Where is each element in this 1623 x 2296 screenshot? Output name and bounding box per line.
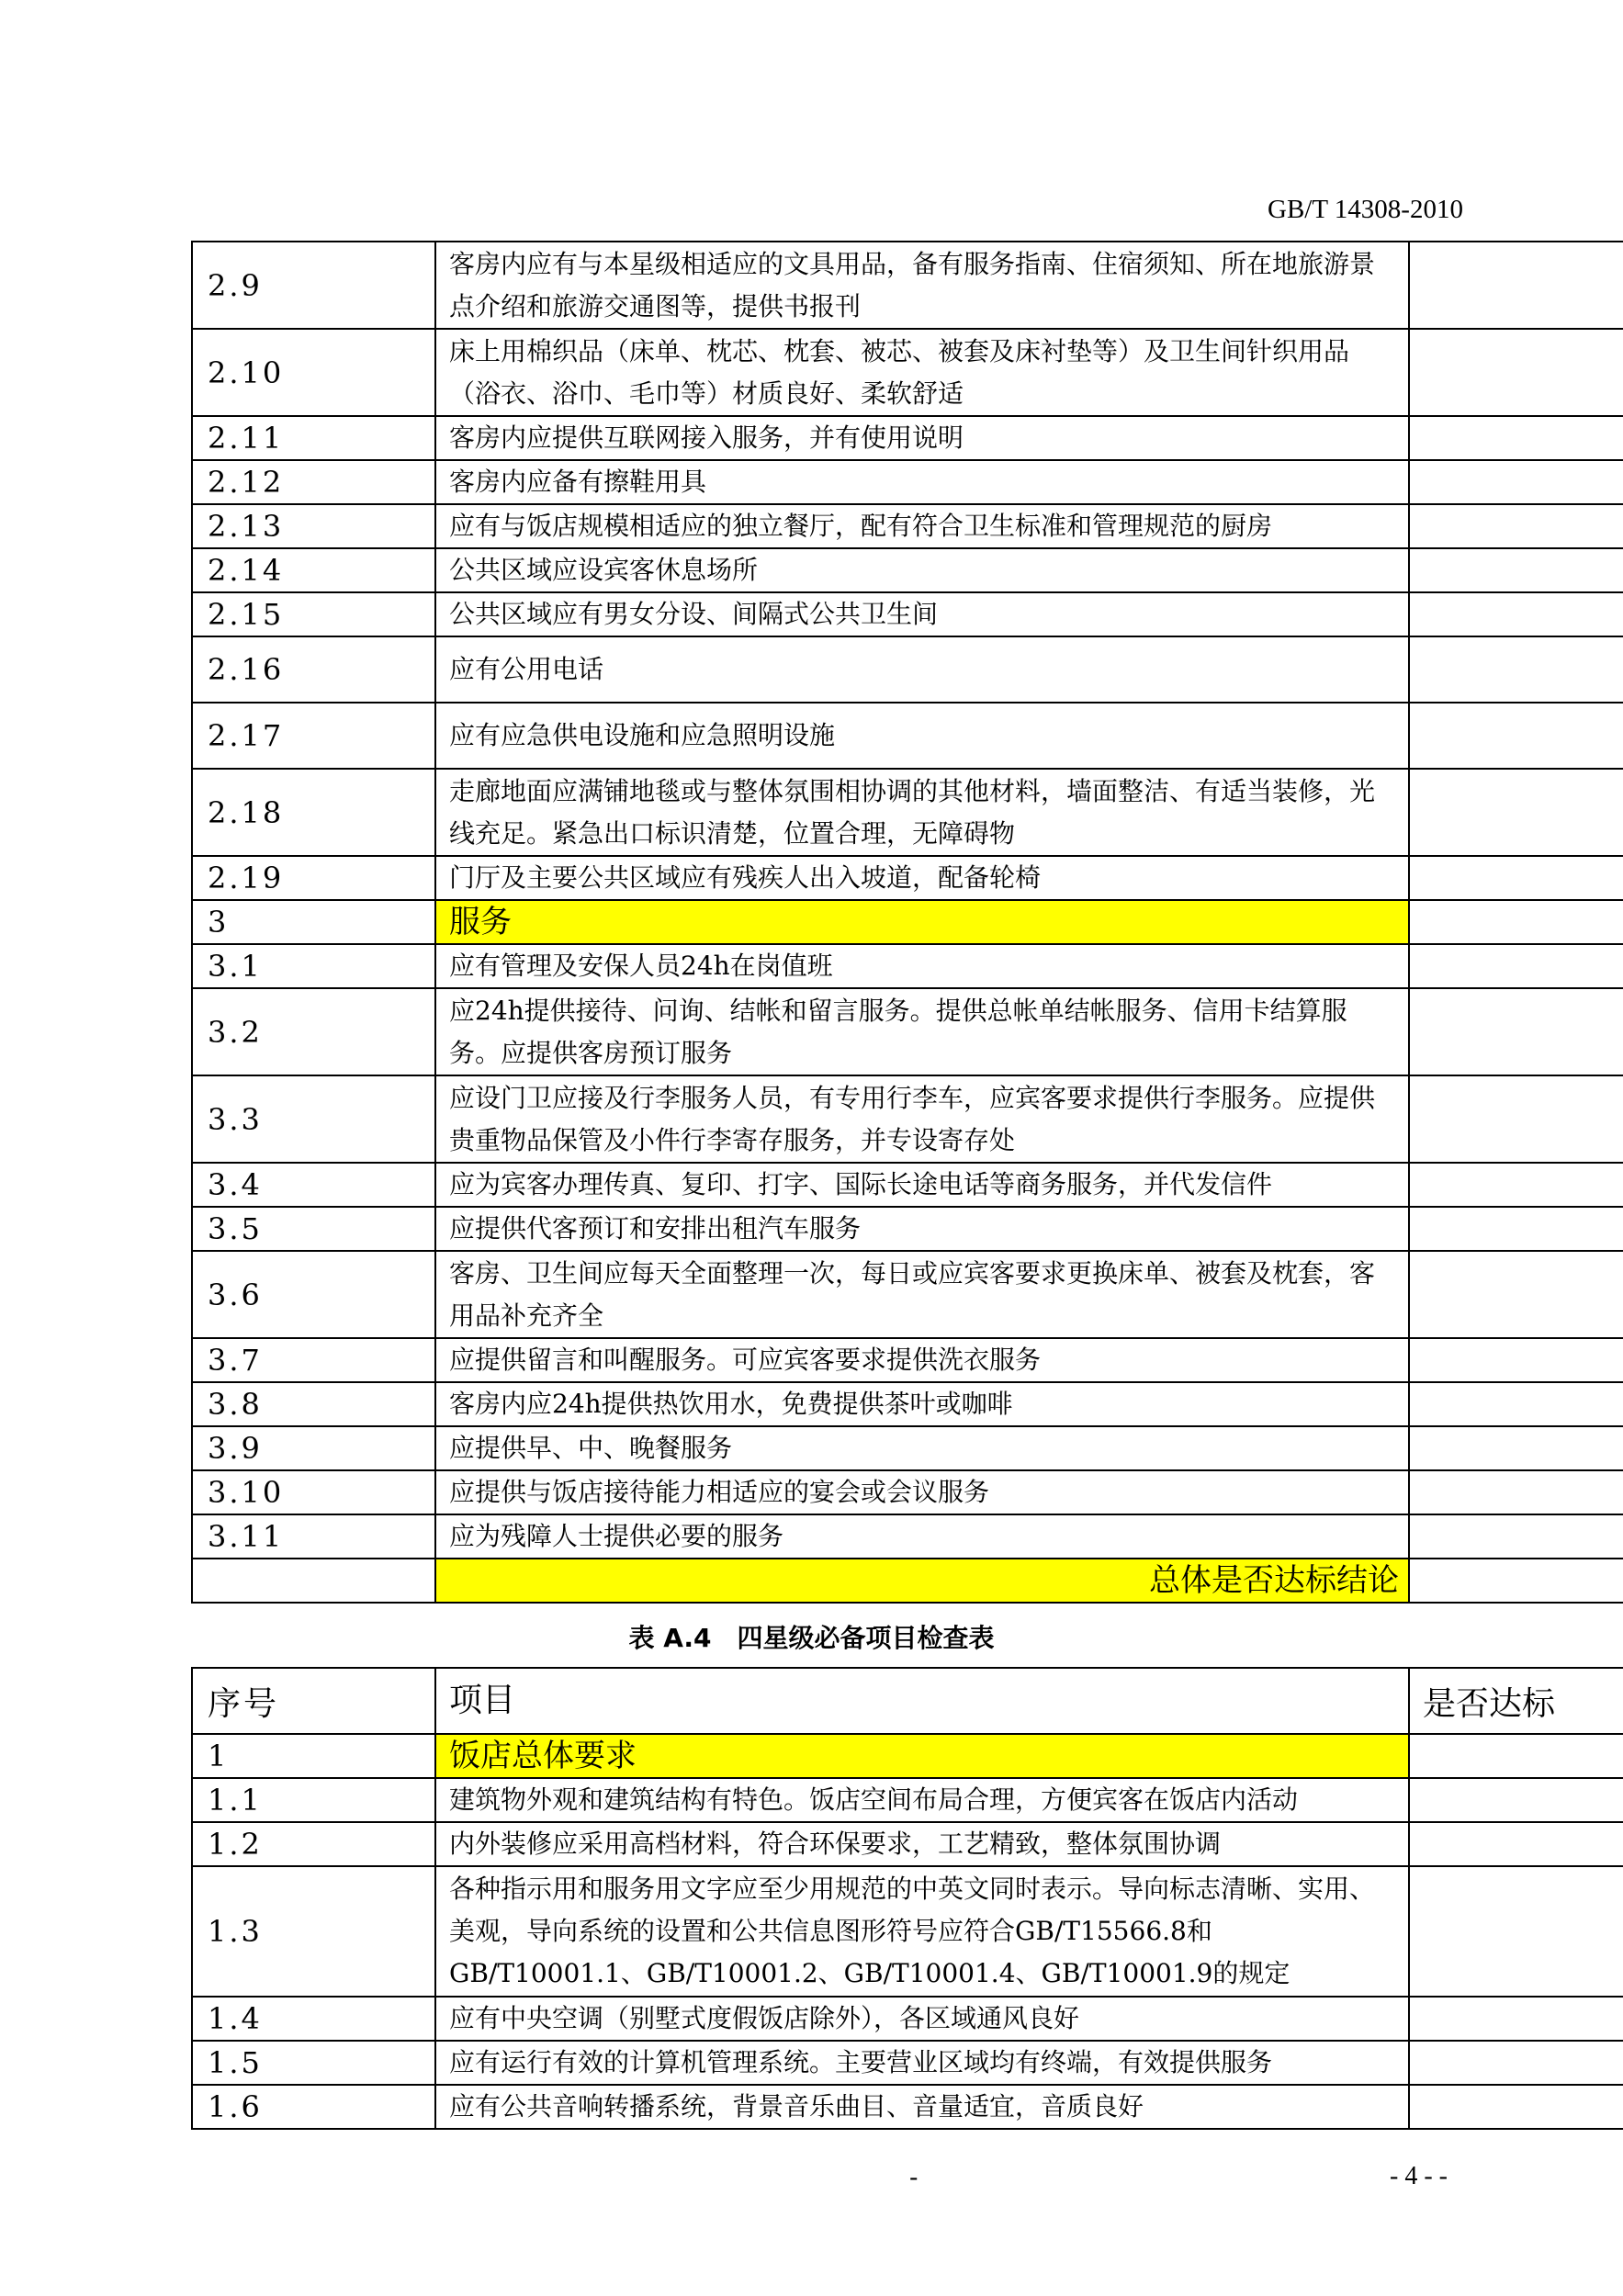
row-number: 3.4 bbox=[192, 1163, 435, 1207]
row-number: 2.13 bbox=[192, 504, 435, 548]
row-compliance bbox=[1409, 900, 1623, 944]
row-number: 3.6 bbox=[192, 1251, 435, 1338]
table-row bbox=[192, 769, 1623, 856]
row-compliance bbox=[1409, 1778, 1623, 1822]
row-compliance bbox=[1409, 703, 1623, 769]
row-number: 2.15 bbox=[192, 592, 435, 636]
row-item: 应有公共音响转播系统，背景音乐曲目、音量适宜，音质良好 bbox=[435, 2085, 1409, 2129]
table-row bbox=[192, 548, 1623, 592]
table-row bbox=[192, 1470, 1623, 1514]
table-row bbox=[192, 1382, 1623, 1426]
table-row bbox=[192, 504, 1623, 548]
row-item: 应有运行有效的计算机管理系统。主要营业区域均有终端，有效提供服务 bbox=[435, 2041, 1409, 2085]
row-item: 应有公用电话 bbox=[435, 636, 1409, 703]
row-compliance bbox=[1409, 242, 1623, 329]
row-item: 应设门卫应接及行李服务人员，有专用行李车，应宾客要求提供行李服务。应提供贵重物品保管及小件行李寄存服务，并专设寄存处 bbox=[435, 1075, 1409, 1163]
row-compliance bbox=[1409, 1470, 1623, 1514]
table-row bbox=[192, 416, 1623, 460]
header-number: 序号 bbox=[192, 1668, 435, 1734]
table-row bbox=[192, 242, 1623, 329]
section-row bbox=[192, 900, 1623, 944]
row-number: 3.7 bbox=[192, 1338, 435, 1382]
summary-label: 总体是否达标结论 bbox=[435, 1559, 1409, 1603]
row-item: 应有中央空调（别墅式度假饭店除外），各区域通风良好 bbox=[435, 1997, 1409, 2041]
row-number: 3.8 bbox=[192, 1382, 435, 1426]
row-number: 1 bbox=[192, 1734, 435, 1778]
section-row bbox=[192, 1734, 1623, 1778]
footer-dash: - bbox=[909, 2162, 919, 2192]
table-row bbox=[192, 460, 1623, 504]
row-compliance bbox=[1409, 2041, 1623, 2085]
row-compliance bbox=[1409, 1514, 1623, 1559]
row-number: 3.3 bbox=[192, 1075, 435, 1163]
row-item: 应有与饭店规模相适应的独立餐厅，配有符合卫生标准和管理规范的厨房 bbox=[435, 504, 1409, 548]
row-item: 应为残障人士提供必要的服务 bbox=[435, 1514, 1409, 1559]
row-number: 2.12 bbox=[192, 460, 435, 504]
row-item: 应有应急供电设施和应急照明设施 bbox=[435, 703, 1409, 769]
row-compliance bbox=[1409, 1207, 1623, 1251]
row-item: 客房内应有与本星级相适应的文具用品，备有服务指南、住宿须知、所在地旅游景点介绍和旅游交通图等，提供书报刊 bbox=[435, 242, 1409, 329]
row-compliance bbox=[1409, 416, 1623, 460]
row-item: 客房内应24h提供热饮用水，免费提供茶叶或咖啡 bbox=[435, 1382, 1409, 1426]
row-number: 1.3 bbox=[192, 1866, 435, 1997]
table-row bbox=[192, 1251, 1623, 1338]
row-number: 3 bbox=[192, 900, 435, 944]
row-number: 1.6 bbox=[192, 2085, 435, 2129]
row-number: 2.17 bbox=[192, 703, 435, 769]
row-compliance bbox=[1409, 548, 1623, 592]
standard-code: GB/T 14308-2010 bbox=[1268, 195, 1463, 224]
row-item: 应提供代客预订和安排出租汽车服务 bbox=[435, 1207, 1409, 1251]
row-compliance bbox=[1409, 856, 1623, 900]
row-compliance bbox=[1409, 1822, 1623, 1866]
table-row bbox=[192, 1866, 1623, 1997]
table-row bbox=[192, 1075, 1623, 1163]
row-item: 各种指示用和服务用文字应至少用规范的中英文同时表示。导向标志清晰、实用、美观，导向系统的设置和公共信息图形符号应符合GB/T15566.8和GB/T10001.1、GB/T10001.2、GB/T10001.4、GB/T10001.9的规定 bbox=[435, 1866, 1409, 1997]
row-number: 3.5 bbox=[192, 1207, 435, 1251]
table-row bbox=[192, 636, 1623, 703]
row-number: 1.2 bbox=[192, 1822, 435, 1866]
row-compliance bbox=[1409, 769, 1623, 856]
row-compliance bbox=[1409, 504, 1623, 548]
row-item: 应为宾客办理传真、复印、打字、国际长途电话等商务服务，并代发信件 bbox=[435, 1163, 1409, 1207]
row-number bbox=[192, 1559, 435, 1603]
table-row bbox=[192, 1426, 1623, 1470]
table-row bbox=[192, 1997, 1623, 2041]
table-row bbox=[192, 329, 1623, 416]
row-compliance bbox=[1409, 1734, 1623, 1778]
row-item: 客房、卫生间应每天全面整理一次，每日或应宾客要求更换床单、被套及枕套，客用品补充齐全 bbox=[435, 1251, 1409, 1338]
header-compliance: 是否达标 bbox=[1409, 1668, 1623, 1734]
row-number: 3.10 bbox=[192, 1470, 435, 1514]
row-compliance bbox=[1409, 944, 1623, 988]
row-compliance bbox=[1409, 592, 1623, 636]
row-compliance bbox=[1409, 988, 1623, 1075]
table-row bbox=[192, 1514, 1623, 1559]
row-item: 公共区域应有男女分设、间隔式公共卫生间 bbox=[435, 592, 1409, 636]
row-compliance bbox=[1409, 1997, 1623, 2041]
row-number: 1.4 bbox=[192, 1997, 435, 2041]
table-header-row bbox=[192, 1668, 1623, 1734]
table-row bbox=[192, 1778, 1623, 1822]
row-number: 1.1 bbox=[192, 1778, 435, 1822]
table-row bbox=[192, 988, 1623, 1075]
row-number: 3.1 bbox=[192, 944, 435, 988]
row-item: 公共区域应设宾客休息场所 bbox=[435, 548, 1409, 592]
row-compliance bbox=[1409, 1559, 1623, 1603]
row-item: 客房内应提供互联网接入服务，并有使用说明 bbox=[435, 416, 1409, 460]
table-row bbox=[192, 1207, 1623, 1251]
row-item: 建筑物外观和建筑结构有特色。饭店空间布局合理，方便宾客在饭店内活动 bbox=[435, 1778, 1409, 1822]
row-number: 2.16 bbox=[192, 636, 435, 703]
row-compliance bbox=[1409, 1075, 1623, 1163]
checklist-table-continued bbox=[191, 241, 1623, 1604]
section-title: 饭店总体要求 bbox=[435, 1734, 1409, 1778]
row-number: 1.5 bbox=[192, 2041, 435, 2085]
row-item: 应有管理及安保人员24h在岗值班 bbox=[435, 944, 1409, 988]
row-compliance bbox=[1409, 460, 1623, 504]
row-item: 应提供早、中、晚餐服务 bbox=[435, 1426, 1409, 1470]
table-row bbox=[192, 1338, 1623, 1382]
row-item: 应24h提供接待、问询、结帐和留言服务。提供总帐单结帐服务、信用卡结算服务。应提供客房预订服务 bbox=[435, 988, 1409, 1075]
row-compliance bbox=[1409, 636, 1623, 703]
summary-row bbox=[192, 1559, 1623, 1603]
table-row bbox=[192, 2041, 1623, 2085]
row-compliance bbox=[1409, 2085, 1623, 2129]
table-row bbox=[192, 944, 1623, 988]
section-title: 服务 bbox=[435, 900, 1409, 944]
row-number: 2.14 bbox=[192, 548, 435, 592]
row-number: 2.9 bbox=[192, 242, 435, 329]
row-compliance bbox=[1409, 1382, 1623, 1426]
row-number: 3.9 bbox=[192, 1426, 435, 1470]
table-row bbox=[192, 592, 1623, 636]
row-item: 应提供留言和叫醒服务。可应宾客要求提供洗衣服务 bbox=[435, 1338, 1409, 1382]
table-caption: 表 A.4 四星级必备项目检查表 bbox=[628, 1623, 995, 1653]
row-compliance bbox=[1409, 1251, 1623, 1338]
row-number: 2.10 bbox=[192, 329, 435, 416]
row-number: 2.19 bbox=[192, 856, 435, 900]
row-item: 应提供与饭店接待能力相适应的宴会或会议服务 bbox=[435, 1470, 1409, 1514]
row-item: 客房内应备有擦鞋用具 bbox=[435, 460, 1409, 504]
table-row bbox=[192, 2085, 1623, 2129]
row-item: 走廊地面应满铺地毯或与整体氛围相协调的其他材料，墙面整洁、有适当装修，光线充足。紧急出口标识清楚，位置合理，无障碍物 bbox=[435, 769, 1409, 856]
row-item: 内外装修应采用高档材料，符合环保要求，工艺精致，整体氛围协调 bbox=[435, 1822, 1409, 1866]
table-row bbox=[192, 1822, 1623, 1866]
row-compliance bbox=[1409, 1338, 1623, 1382]
table-row bbox=[192, 703, 1623, 769]
row-item: 门厅及主要公共区域应有残疾人出入坡道，配备轮椅 bbox=[435, 856, 1409, 900]
row-number: 3.2 bbox=[192, 988, 435, 1075]
row-number: 2.18 bbox=[192, 769, 435, 856]
row-number: 2.11 bbox=[192, 416, 435, 460]
table-row bbox=[192, 856, 1623, 900]
table-row bbox=[192, 1163, 1623, 1207]
four-star-checklist-table bbox=[191, 1667, 1623, 2130]
row-item: 床上用棉织品（床单、枕芯、枕套、被芯、被套及床衬垫等）及卫生间针织用品（浴衣、浴巾、毛巾等）材质良好、柔软舒适 bbox=[435, 329, 1409, 416]
page-number: - 4 - - bbox=[1390, 2162, 1448, 2190]
row-compliance bbox=[1409, 1163, 1623, 1207]
row-compliance bbox=[1409, 329, 1623, 416]
header-item: 项目 bbox=[435, 1668, 1409, 1734]
row-compliance bbox=[1409, 1426, 1623, 1470]
row-compliance bbox=[1409, 1866, 1623, 1997]
row-number: 3.11 bbox=[192, 1514, 435, 1559]
